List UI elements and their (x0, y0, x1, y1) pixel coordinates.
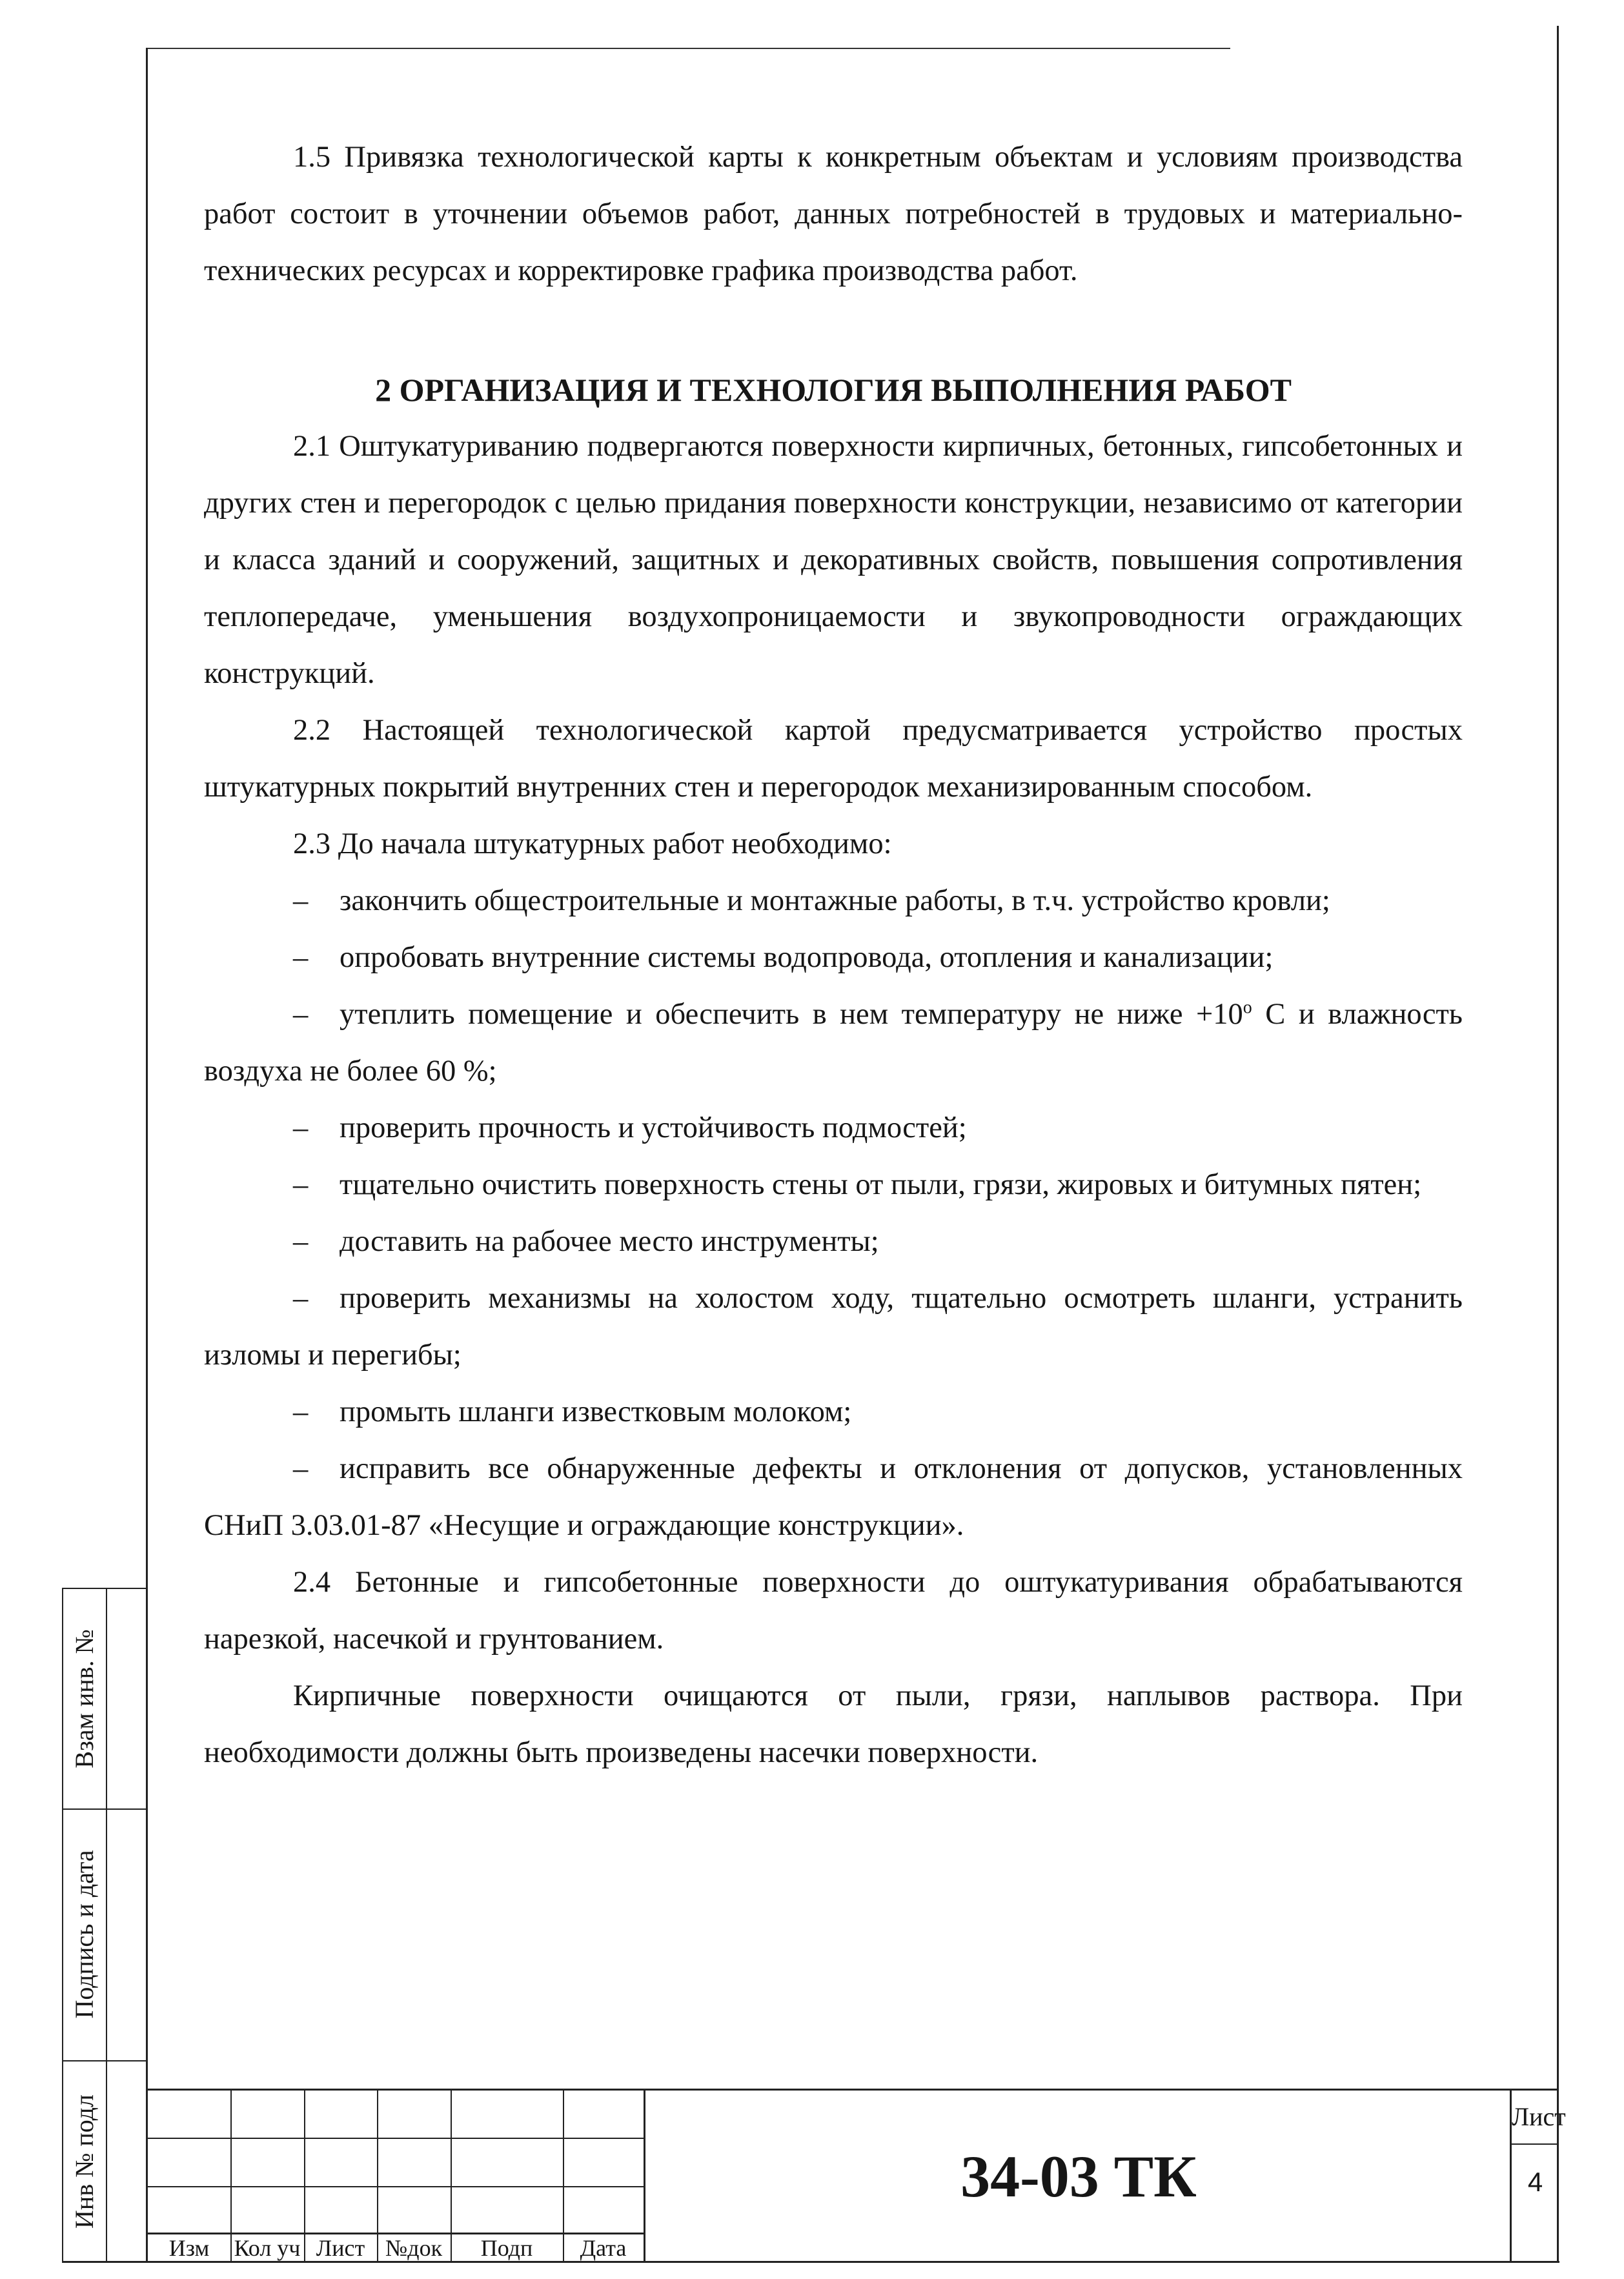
caption-date: Дата (580, 2235, 627, 2261)
paragraph-2-3: 2.3 До начала штукатурных работ необходимо: (293, 827, 892, 860)
side-stamp (62, 1588, 146, 2261)
list-item (204, 1100, 1463, 1157)
caption-sheet: Лист (316, 2235, 365, 2261)
sheet-label: Лист (1512, 2091, 1559, 2145)
dash-marker: – (293, 1168, 309, 1201)
revision-table-row-line (148, 2138, 644, 2139)
side-stamp-cell (63, 1589, 106, 1808)
paragraph-brick-surfaces: Кирпичные поверхности очищаются от пыли, грязи, наплывов раствора. При необходимости должны быть произведены насечки поверхности. (204, 1679, 1463, 1769)
revision-table (148, 2091, 644, 2263)
side-stamp-cell (63, 1808, 106, 2060)
caption-doc-number: №док (385, 2235, 443, 2261)
list-item (204, 1441, 1463, 1554)
dash-marker: – (293, 1111, 309, 1144)
dash-marker: – (293, 1395, 309, 1428)
list-item-text: утеплить помещение и обеспечить в нем температуру не ниже +10 (340, 998, 1243, 1031)
frame-top-border (146, 48, 1230, 49)
frame-left-border (146, 48, 148, 2262)
caption-signature: Подп (480, 2235, 533, 2261)
list-item-text: проверить прочность и устойчивость подмостей; (340, 1111, 967, 1144)
section-heading: 2 ОРГАНИЗАЦИЯ И ТЕХНОЛОГИЯ ВЫПОЛНЕНИЯ РАБОТ (375, 372, 1292, 408)
original-inventory-label: Инв № подл (70, 2094, 99, 2229)
caption-count: Кол уч (234, 2235, 301, 2261)
replaced-inventory-label: Взам инв. № (70, 1629, 99, 1768)
dash-marker: – (293, 1452, 309, 1485)
sheet-number: 4 (1527, 2167, 1543, 2197)
title-block (148, 2089, 1566, 2261)
frame-right-border (1557, 26, 1559, 2262)
document-code: 34-03 ТК (644, 2091, 1512, 2263)
side-stamp-cell (63, 2060, 106, 2262)
list-item (204, 1384, 1463, 1441)
dash-marker: – (293, 884, 309, 917)
caption-change: Изм (168, 2235, 210, 2261)
paragraph-2-4: 2.4 Бетонные и гипсобетонные поверхности до оштукатуривания обрабатываются нарезкой, насечкой и грунтованием. (204, 1566, 1463, 1656)
paragraph-2-2: 2.2 Настоящей технологической картой предусматривается устройство простых штукатурных покрытий внутренних стен и перегородок механизированным способом. (204, 714, 1463, 804)
revision-table-row-line (148, 2186, 644, 2187)
list-item (204, 1270, 1463, 1384)
side-stamp-divider (106, 1589, 107, 2261)
document-body (204, 129, 1463, 1781)
list-item (204, 986, 1463, 1100)
list-item (204, 1213, 1463, 1270)
list-item (204, 873, 1463, 929)
dash-marker: – (293, 998, 309, 1031)
list-item-text: проверить механизмы на холостом ходу, тщательно осмотреть шланги, устранить изломы и перегибы; (204, 1282, 1463, 1372)
list-item-text: тщательно очистить поверхность стены от пыли, грязи, жировых и битумных пятен; (340, 1168, 1422, 1201)
signature-date-label: Подпись и дата (70, 1850, 99, 2019)
sheet-box (1510, 2091, 1566, 2263)
paragraph-2-1: 2.1 Оштукатуриванию подвергаются поверхности кирпичных, бетонных, гипсобетонных и других стен и перегородок с целью придания поверхности конструкции, независимо от категории и класса зданий и сооружений, защитных и декоративных свойств, повышения сопротивления теплопередаче, уменьшения воздухопроницаемости и звукопроводности ограждающих конструкций. (204, 430, 1463, 690)
list-item-text: исправить все обнаруженные дефекты и отклонения от допусков, установленных СНиП 3.03.01-87 «Несущие и ограждающие конструкции». (204, 1452, 1463, 1542)
list-item (204, 929, 1463, 986)
list-item-text: доставить на рабочее место инструменты; (340, 1225, 879, 1258)
list-item-text: опробовать внутренние системы водопровода, отопления и канализации; (340, 941, 1274, 974)
dash-marker: – (293, 941, 309, 974)
list-item-text: закончить общестроительные и монтажные работы, в т.ч. устройство кровли; (340, 884, 1330, 917)
list-item-text: промыть шланги известковым молоком; (340, 1395, 852, 1428)
list-item-text: С и влажность воздуха не более 60 %; (204, 998, 1463, 1088)
degree-sign: о (1243, 997, 1252, 1018)
dash-marker: – (293, 1225, 309, 1258)
dash-marker: – (293, 1282, 309, 1315)
paragraph-1-5: 1.5 Привязка технологической карты к конкретным объектам и условиям производства работ состоит в уточнении объемов работ, данных потребностей в трудовых и материально-технических ресурсах и корректировке графика производства работ. (204, 141, 1463, 287)
list-item (204, 1157, 1463, 1213)
